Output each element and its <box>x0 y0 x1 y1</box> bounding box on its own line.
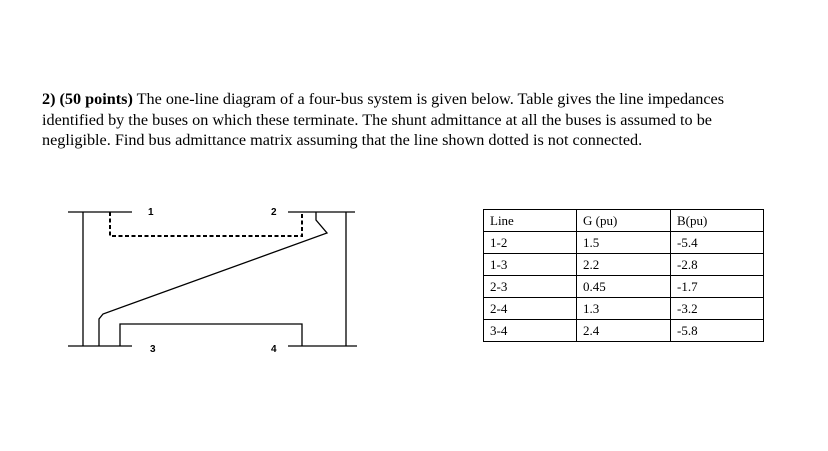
cell-line: 1-2 <box>484 232 577 254</box>
line-impedance-table <box>483 209 764 342</box>
cell-line: 2-3 <box>484 276 577 298</box>
cell-line: 1-3 <box>484 254 577 276</box>
header-g: G (pu) <box>577 210 671 232</box>
cell-g: 0.45 <box>577 276 671 298</box>
cell-line: 2-4 <box>484 298 577 320</box>
table-row <box>484 320 764 342</box>
header-b: B(pu) <box>671 210 764 232</box>
bus-label-3: 3 <box>150 344 156 355</box>
table-row <box>484 254 764 276</box>
table-row <box>484 298 764 320</box>
cell-g: 1.3 <box>577 298 671 320</box>
cell-g: 1.5 <box>577 232 671 254</box>
bus-label-4: 4 <box>271 344 277 355</box>
bus-label-1: 1 <box>148 207 154 218</box>
problem-points: (50 points) <box>59 90 133 108</box>
cell-b: -3.2 <box>671 298 764 320</box>
problem-text: The one-line diagram of a four-bus system is given below. Table gives the line impedances identified by the buses on which these terminate. The shunt admittance at all the buses is assumed to be negligible. Find bus admittance matrix assuming that the line shown dotted is not connected. <box>42 90 725 149</box>
cell-g: 2.2 <box>577 254 671 276</box>
cell-b: -1.7 <box>671 276 764 298</box>
cell-b: -5.4 <box>671 232 764 254</box>
table-header-row <box>484 210 764 232</box>
cell-g: 2.4 <box>577 320 671 342</box>
cell-line: 3-4 <box>484 320 577 342</box>
table-row <box>484 276 764 298</box>
table-row <box>484 232 764 254</box>
bus-label-2: 2 <box>271 207 277 218</box>
line-2-3 <box>99 212 327 346</box>
cell-b: -5.8 <box>671 320 764 342</box>
problem-number: 2) <box>42 90 56 108</box>
header-line: Line <box>484 210 577 232</box>
cell-b: -2.8 <box>671 254 764 276</box>
line-3-4 <box>120 324 302 346</box>
